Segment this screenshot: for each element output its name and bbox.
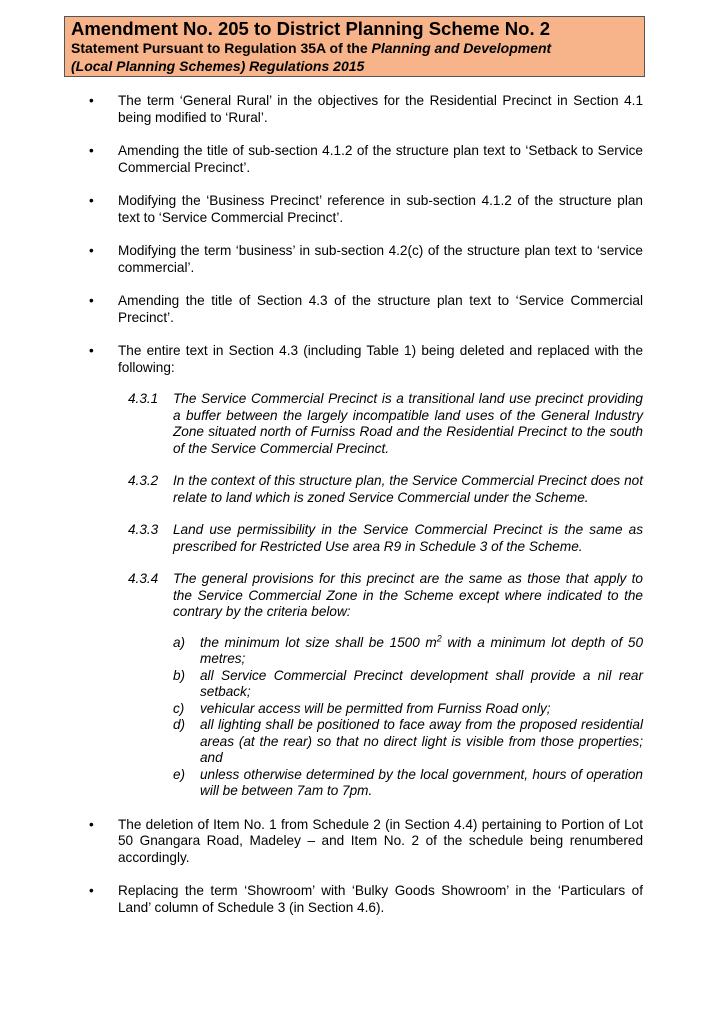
bullet-icon: •: [89, 143, 94, 158]
bullet-icon: •: [89, 193, 94, 208]
subtitle-italic-1: Planning and Development: [371, 40, 552, 56]
criteria-item: [173, 668, 643, 701]
subtitle-lead: Statement Pursuant to Regulation 35A of the: [71, 40, 372, 56]
amendment-title: Amendment No. 205 to District Planning Scheme No. 2: [71, 18, 551, 39]
criteria-item: [173, 717, 643, 767]
subtitle-italic-2: (Local Planning Schemes) Regulations 2015: [71, 58, 365, 74]
document-header: [64, 16, 645, 77]
bullet-icon: •: [89, 883, 94, 898]
bullet-icon: •: [89, 343, 94, 358]
list-item: [89, 243, 643, 276]
bullet-icon: •: [89, 243, 94, 258]
list-item: [89, 93, 643, 126]
list-item: [89, 817, 643, 867]
subsection-4-3-4: [118, 571, 643, 800]
list-item: [89, 883, 643, 916]
subsection-number: 4.3.4: [128, 571, 159, 586]
subsection-4-3-1: [118, 391, 643, 457]
bullet-text: The term ‘General Rural’ in the objectives for the Residential Precinct in Section 4.1 being modified to ‘Rural’.: [118, 93, 643, 125]
bullet-text: The deletion of Item No. 1 from Schedule 2 (in Section 4.4) pertaining to Portion of Lot 50 Gnangara Road, Madeley – and Item No. 2 of the schedule being renumbered accordingly.: [118, 816, 643, 865]
subsection-4-3-3: [118, 522, 643, 555]
bullet-icon: •: [89, 293, 94, 308]
criteria-list: [173, 632, 644, 800]
bullet-text: Replacing the term ‘Showroom’ with ‘Bulky Goods Showroom’ in the ‘Particulars of Land’ column of Schedule 3 (in Section 4.6).: [118, 883, 643, 915]
list-item: [89, 193, 643, 226]
bullet-text: Amending the title of Section 4.3 of the structure plan text to ‘Service Commercial Precinct’.: [118, 293, 643, 325]
subsection-4-3-2: [118, 473, 643, 506]
subsection-text: The Service Commercial Precinct is a transitional land use precinct providing a buffer between the largely incompatible land uses of the General Industry Zone situated north of Furniss Road and the Residential Precinct to the south of the Service Commercial Precinct.: [173, 391, 643, 456]
criteria-letter: a): [173, 634, 186, 650]
criteria-item: [173, 701, 643, 718]
criteria-text: the minimum lot size shall be 1500 m: [200, 634, 437, 650]
bullet-text: The entire text in Section 4.3 (including Table 1) being deleted and replaced with the following:: [118, 343, 643, 375]
list-item: [89, 293, 643, 326]
list-item: [89, 343, 643, 800]
replacement-subsections: [118, 391, 643, 800]
criteria-letter: c): [173, 700, 185, 716]
criteria-item: [173, 767, 643, 800]
bullet-icon: •: [89, 93, 94, 108]
subsection-text: Land use permissibility in the Service Commercial Precinct is the same as prescribed for Restricted Use area R9 in Schedule 3 of the Scheme.: [173, 522, 643, 554]
criteria-text: vehicular access will be permitted from Furniss Road only;: [200, 700, 551, 716]
criteria-item: [173, 632, 644, 668]
subsection-number: 4.3.3: [128, 522, 159, 537]
superscript: 2: [436, 632, 442, 643]
amendment-subtitle: [71, 39, 639, 75]
bullet-text: Modifying the term ‘business’ in sub-section 4.2(c) of the structure plan text to ‘service commercial’.: [118, 243, 643, 275]
list-item: [89, 143, 643, 176]
subsection-text: The general provisions for this precinct are the same as those that apply to the Service Commercial Zone in the Scheme except where indicated to the contrary by the criteria below:: [173, 571, 643, 619]
criteria-text: unless otherwise determined by the local government, hours of operation will be between 7am to 7pm.: [200, 766, 643, 798]
amendment-body: [89, 93, 643, 933]
subsection-number: 4.3.1: [128, 391, 159, 406]
criteria-text-tail: with a minimum lot depth of 50 metres;: [200, 634, 644, 666]
bullet-text: Amending the title of sub-section 4.1.2 of the structure plan text to ‘Setback to Service Commercial Precinct’.: [118, 143, 643, 175]
subsection-number: 4.3.2: [128, 473, 159, 488]
criteria-letter: e): [173, 766, 186, 782]
criteria-letter: b): [173, 667, 186, 683]
criteria-text: all Service Commercial Precinct development shall provide a nil rear setback;: [200, 667, 643, 699]
subsection-text: In the context of this structure plan, the Service Commercial Precinct does not relate to land which is zoned Service Commercial under the Scheme.: [173, 473, 643, 505]
bullet-icon: •: [89, 816, 94, 832]
criteria-text: all lighting shall be positioned to face away from the proposed residential areas (at the rear) so that no direct light is visible from those properties; and: [200, 717, 643, 765]
criteria-letter: d): [173, 717, 186, 732]
bullet-text: Modifying the ‘Business Precinct’ reference in sub-section 4.1.2 of the structure plan text to ‘Service Commercial Precinct’.: [118, 193, 643, 225]
